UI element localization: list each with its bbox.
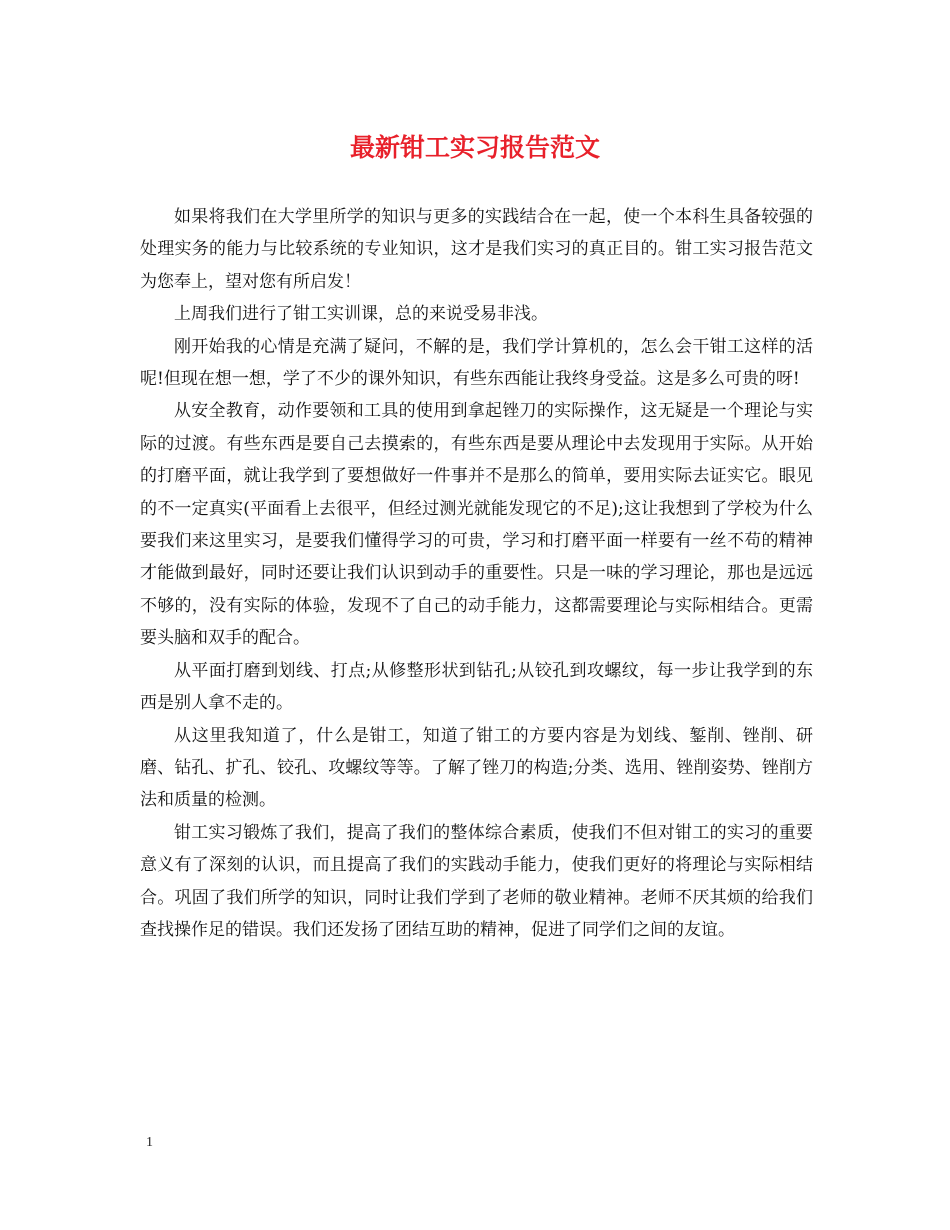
paragraph-2: 上周我们进行了钳工实训课，总的来说受易非浅。: [174, 304, 548, 325]
document-body: [140, 201, 813, 946]
paragraph-5: 从平面打磨到划线、打点;从修整形状到钻孔;从铰孔到攻螺纹，每一步让我学到的东西是别人拿不走的。: [140, 660, 813, 714]
paragraph-4: 从安全教育，动作要领和工具的使用到拿起锉刀的实际操作，这无疑是一个理论与实际的过渡。有些东西是要自己去摸索的，有些东西是要从理论中去发现用于实际。从开始的打磨平面，就让我学到了要想做好一件事并不是那么的简单，要用实际去证实它。眼见的不一定真实(平面看上去很平，但经过测光就能发现它的不足);这让我想到了学校为什么要我们来这里实习，是要我们懂得学习的可贵，学习和打磨平面一样要有一丝不苟的精神才能做到最好，同时还要让我们认识到动手的重要性。只是一味的学习理论，那也是远远不够的，没有实际的体验，发现不了自己的动手能力，这都需要理论与实际相结合。更需要头脑和双手的配合。: [140, 401, 813, 649]
paragraph-6: 从这里我知道了，什么是钳工，知道了钳工的方要内容是为划线、錾削、锉削、研磨、钻孔、扩孔、铰孔、攻螺纹等等。了解了锉刀的构造;分类、选用、锉削姿势、锉削方法和质量的检测。: [140, 725, 813, 811]
document-title: 最新钳工实习报告范文: [349, 133, 600, 162]
paragraph-3: 刚开始我的心情是充满了疑问，不解的是，我们学计算机的，怎么会干钳工这样的活呢!但现在想一想，学了不少的课外知识，有些东西能让我终身受益。这是多么可贵的呀!: [140, 336, 813, 390]
paragraph-intro: 如果将我们在大学里所学的知识与更多的实践结合在一起，使一个本科生具备较强的处理实务的能力与比较系统的专业知识，这才是我们实习的真正目的。钳工实习报告范文为您奉上，望对您有所启发！: [140, 207, 813, 292]
paragraph-7: 钳工实习锻炼了我们，提高了我们的整体综合素质，使我们不但对钳工的实习的重要意义有了深刻的认识，而且提高了我们的实践动手能力，使我们更好的将理论与实际相结合。巩固了我们所学的知识，同时让我们学到了老师的敬业精神。老师不厌其烦的给我们查找操作足的错误。我们还发扬了团结互助的精神，促进了同学们之间的友谊。: [140, 822, 813, 940]
page-number: 1: [146, 1135, 153, 1150]
